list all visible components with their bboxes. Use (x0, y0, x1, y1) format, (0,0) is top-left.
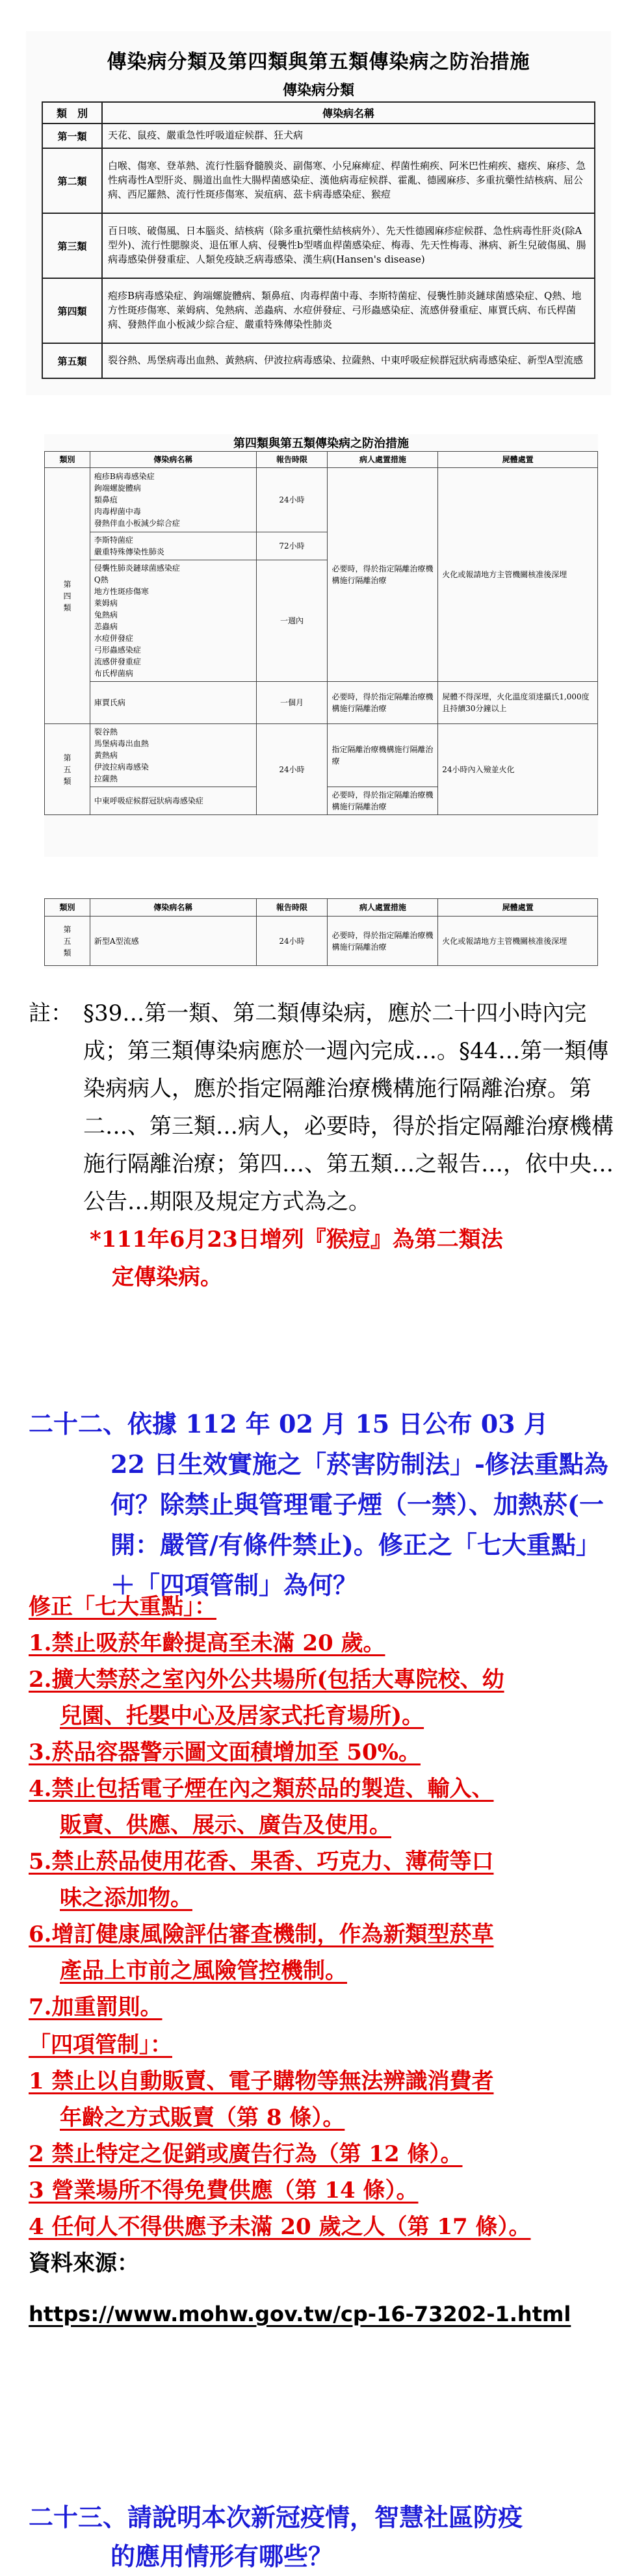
body-disposal-cell: 火化或報請地方主管機關核准後深埋 (438, 917, 598, 966)
question-23 (29, 2498, 614, 2576)
monkeypox-notice (83, 1221, 614, 1296)
list-item-text-cont: 年齡之方式販賣（第 8 條）。 (60, 2105, 345, 2131)
question-22-heading: 二十二、依據 112 年 02 月 15 日公布 03 月 (29, 1409, 549, 1438)
report-time-cell: 一週內 (256, 560, 328, 682)
classification-table-image (26, 31, 611, 395)
list-item (29, 2136, 614, 2172)
report-time-cell: 24小時 (256, 468, 328, 532)
table-header-row (42, 102, 595, 124)
disease-cell: 李斯特菌症 嚴重特殊傳染性肺炎 (90, 532, 256, 560)
prevention-table (44, 451, 598, 815)
four-controls-header: 「四項管制」： (29, 2032, 172, 2058)
list-item (29, 1661, 614, 1734)
category-cell: 第五類 (42, 343, 102, 378)
disease-list-cell: 百日咳、破傷風、日本腦炎、結核病（除多重抗藥性結核病外）、先天性德國麻疹症候群、急性病毒性肝炎(除A型外)、流行性腮腺炎、退伍軍人病、侵襲性b型嗜血桿菌感染症、梅毒、先天性梅毒、淋病、新生兒破傷風、腸病毒感染併發重症、人類免疫缺乏病毒感染、漢生病(Hansen's disease) (102, 213, 595, 278)
list-item (29, 2063, 614, 2136)
list-item (29, 1771, 614, 1843)
table-header-cell: 類別 (45, 452, 90, 468)
classification-table-title: 傳染病分類及第四類與第五類傳染病之防治措施 (107, 51, 530, 73)
list-item (29, 1916, 614, 1989)
category-cell: 第三類 (42, 213, 102, 278)
monkeypox-notice-line1: *111年6月23日增列『猴痘』為第二類法 (90, 1227, 503, 1253)
category-cell: 第 四 類 (45, 468, 90, 724)
body-disposal-cell: 火化或報請地方主管機關核准後深埋 (438, 468, 598, 682)
table-row (42, 213, 595, 278)
question-23-body: 的應用情形有哪些？ (110, 2542, 333, 2571)
list-item-text: 5.禁止菸品使用花香、果香、巧克力、薄荷等口 (29, 1849, 494, 1875)
list-item (29, 2209, 614, 2245)
report-time-cell: 24小時 (256, 724, 328, 815)
table-row (45, 682, 598, 724)
table-header-cell: 病人處置措施 (328, 899, 438, 917)
list-item-text-cont: 兒園、托嬰中心及居家式托育場所)。 (60, 1703, 424, 1729)
category-cell: 第一類 (42, 124, 102, 148)
list-item-text-cont: 販賣、供應、展示、廣告及使用。 (60, 1812, 391, 1838)
table-header-row (45, 899, 598, 917)
disease-list-cell: 白喉、傷寒、登革熱、流行性腦脊髓膜炎、副傷寒、小兒麻痺症、桿菌性痢疾、阿米巴性痢疾、瘧疾、麻疹、急性病毒性A型肝炎、腸道出血性大腸桿菌感染症、漢他病毒症候群、霍亂、德國麻疹、多重抗藥性結核病、屈公病、西尼羅熱、流行性斑疹傷寒、炭疽病、茲卡病毒感染症、猴痘 (102, 148, 595, 213)
list-item-text: 2 禁止特定之促銷或廣告行為（第 12 條）。 (29, 2141, 463, 2167)
table-row (45, 917, 598, 966)
disease-list-cell: 裂谷熱、馬堡病毒出血熱、黃熱病、伊波拉病毒感染、拉薩熱、中東呼吸症候群冠狀病毒感染症、新型A型流感 (102, 343, 595, 378)
footnote-text: §39…第一類、第二類傳染病，應於二十四小時內完成；第三類傳染病應於一週內完成…。§44…第一類傳染病病人，應於指定隔離治療機構施行隔離治療。第二…、第三類…病人，必要時，得於指定隔離治療機構施行隔離治療；第四…、第五類…之報告…，依中央…公告…期限及規定方式為之。 (83, 1000, 614, 1215)
patient-measure-cell: 必要時，得於指定隔離治療機構施行隔離治療 (328, 917, 438, 966)
category-cell: 第四類 (42, 278, 102, 343)
list-item-text: 6.增訂健康風險評估審查機制，作為新類型菸草 (29, 1921, 494, 1947)
category-cell: 第二類 (42, 148, 102, 213)
influenza-table (44, 898, 598, 966)
table-header-cell: 報告時限 (256, 899, 328, 917)
list-item-text: 4.禁止包括電子煙在內之類菸品的製造、輸入、 (29, 1776, 494, 1802)
body-disposal-cell: 屍體不得深埋，火化溫度須達攝氏1,000度且持續30分鐘以上 (438, 682, 598, 724)
disease-cell: 侵襲性肺炎鏈球菌感染症 Q熱 地方性斑疹傷寒 萊姆病 兔熱病 恙蟲病 水痘併發症 弓形蟲感染症 流感併發重症 布氏桿菌病 (90, 560, 256, 682)
list-item-text: 3 營業場所不得免費供應（第 14 條）。 (29, 2178, 419, 2204)
report-time-cell: 24小時 (256, 917, 328, 966)
list-item-text: 1.禁止吸菸年齡提高至未滿 20 歲。 (29, 1630, 385, 1656)
question-22-body: 22 日生效實施之「菸害防制法」-修法重點為何？除禁止與管理電子煙（一禁）、加熱菸(一開：嚴管/有條件禁止)。修正之「七大重點」＋「四項管制」為何？ (110, 1450, 608, 1600)
table-header-row (45, 452, 598, 468)
list-item-text: 4 任何人不得供應予未滿 20 歲之人（第 17 條）。 (29, 2214, 531, 2240)
table-header-cell: 類別 (45, 899, 90, 917)
list-item (29, 2172, 614, 2209)
question-23-heading: 二十三、請說明本次新冠疫情，智慧社區防疫 (29, 2503, 523, 2532)
list-item-text: 1 禁止以自動販賣、電子購物等無法辨識消費者 (29, 2068, 494, 2094)
classification-table-subtitle: 傳染病分類 (282, 82, 354, 99)
table-header-cell: 屍體處置 (438, 899, 598, 917)
list-item-text-cont: 味之添加物。 (60, 1885, 192, 1911)
table-header-cell: 病人處置措施 (328, 452, 438, 468)
disease-cell: 裂谷熱 馬堡病毒出血熱 黃熱病 伊波拉病毒感染 拉薩熱 (90, 724, 256, 787)
category-cell: 第 五 類 (45, 724, 90, 815)
report-time-cell: 一個月 (256, 682, 328, 724)
prevention-table-image (44, 434, 598, 857)
monkeypox-notice-line2: 定傳染病。 (112, 1264, 222, 1290)
table-header-cell: 傳染病名稱 (102, 102, 595, 124)
disease-list-cell: 疱疹B病毒感染症、鉤端螺旋體病、類鼻疽、肉毒桿菌中毒、李斯特菌症、侵襲性肺炎鏈球菌感染症、Q熱、地方性斑疹傷寒、萊姆病、兔熱病、恙蟲病、水痘併發症、弓形蟲感染症、流感併發重症、庫賈氏病、布氏桿菌病、發熱伴血小板減少綜合症、嚴重特殊傳染性肺炎 (102, 278, 595, 343)
patient-measure-cell: 必要時，得於指定隔離治療機構施行隔離治療 (328, 468, 438, 682)
source-link[interactable]: https://www.mohw.gov.tw/cp-16-73202-1.html (29, 2302, 571, 2326)
list-item (29, 1734, 614, 1771)
four-controls (29, 2027, 614, 2332)
disease-cell: 疱疹B病毒感染症 鉤端螺旋體病 類鼻疽 肉毒桿菌中毒 發熱伴血小板減少綜合症 (90, 468, 256, 532)
table-header-cell: 報告時限 (256, 452, 328, 468)
influenza-table-image (44, 898, 598, 969)
patient-measure-cell: 必要時，得於指定隔離治療機構施行隔離治療 (328, 682, 438, 724)
table-header-cell: 傳染病名稱 (90, 899, 256, 917)
list-item (29, 1989, 614, 2025)
list-item-text: 2.擴大禁菸之室內外公共場所(包括大專院校、幼 (29, 1667, 504, 1693)
table-row (42, 124, 595, 148)
category-cell: 第 五 類 (45, 917, 90, 966)
classification-table (42, 101, 595, 379)
table-row (45, 724, 598, 787)
list-item (29, 1625, 614, 1661)
question-22 (29, 1404, 614, 1606)
disease-cell: 新型A型流感 (90, 917, 256, 966)
patient-measure-cell: 必要時，得於指定隔離治療機構施行隔離治療 (328, 787, 438, 815)
source-label: 資料來源： (29, 2250, 139, 2276)
list-item-text: 3.菸品容器警示圖文面積增加至 50%。 (29, 1739, 421, 1765)
seven-key-points-header: 修正「七大重點」： (29, 1594, 216, 1620)
disease-cell: 庫賈氏病 (90, 682, 256, 724)
table-header-cell: 類 別 (42, 102, 102, 124)
report-time-cell: 72小時 (256, 532, 328, 560)
table-header-cell: 傳染病名稱 (90, 452, 256, 468)
list-item (29, 1843, 614, 1916)
table-row (42, 343, 595, 378)
footnote (29, 995, 614, 1296)
source-link-row (29, 2296, 614, 2332)
seven-key-points (29, 1589, 614, 2025)
footnote-label: 註： (29, 1000, 73, 1026)
table-row (42, 278, 595, 343)
table-row (42, 148, 595, 213)
patient-measure-cell: 指定隔離治療機構施行隔離治療 (328, 724, 438, 787)
prevention-table-title: 第四類與第五類傳染病之防治措施 (233, 437, 409, 450)
body-disposal-cell: 24小時內入殮並火化 (438, 724, 598, 815)
list-item-text: 7.加重罰則。 (29, 1994, 162, 2020)
disease-list-cell: 天花、鼠疫、嚴重急性呼吸道症候群、狂犬病 (102, 124, 595, 148)
table-header-cell: 屍體處置 (438, 452, 598, 468)
disease-cell: 中東呼吸症候群冠狀病毒感染症 (90, 787, 256, 815)
table-row (45, 468, 598, 532)
list-item-text-cont: 產品上市前之風險管控機制。 (60, 1958, 347, 1984)
